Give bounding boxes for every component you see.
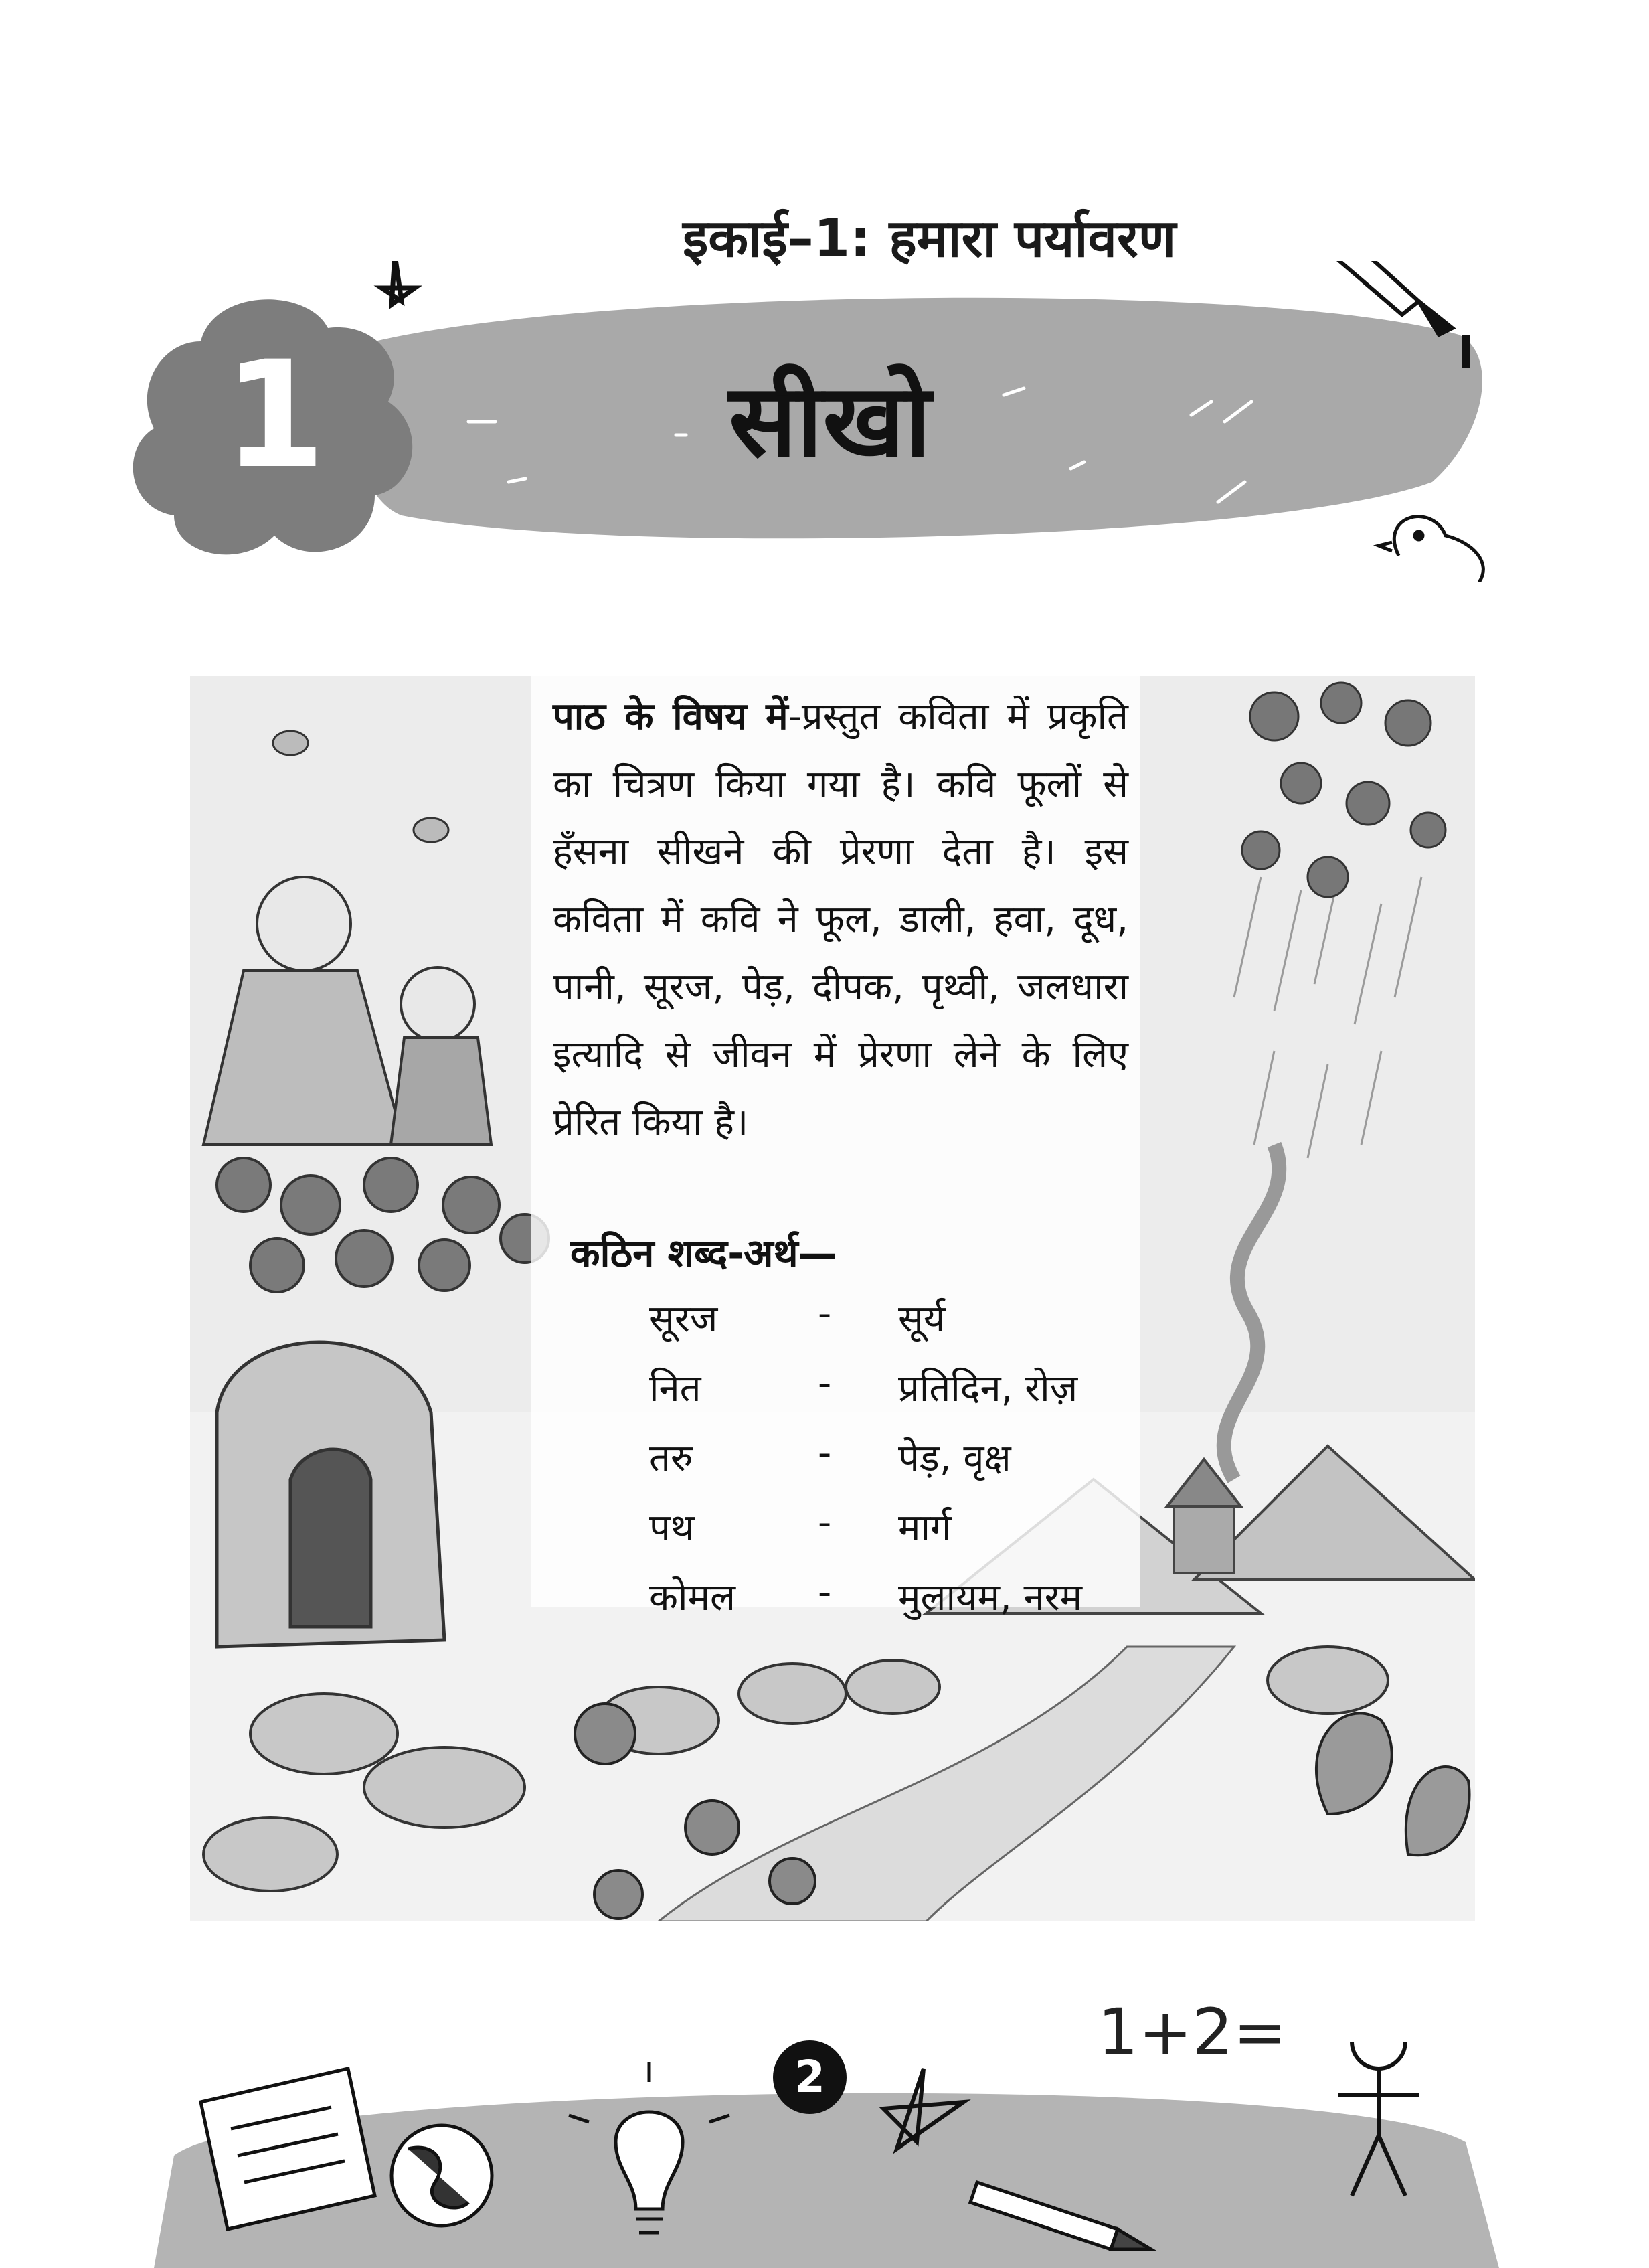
bird-doodle-icon xyxy=(1379,517,1483,582)
glossary-heading: कठिन शब्द-अर्थ— xyxy=(570,1230,837,1276)
glossary-meaning: प्रतिदिन, रोज़ xyxy=(898,1367,1078,1410)
glossary-dash: - xyxy=(818,1501,832,1544)
glossary-meaning: पेड़, वृक्ष xyxy=(898,1437,1011,1480)
glossary-dash: - xyxy=(818,1431,832,1475)
glossary-word: नित xyxy=(649,1367,701,1410)
math-doodle: 1+2= xyxy=(1098,1995,1288,2070)
globe-icon xyxy=(392,2125,492,2226)
glossary-meaning: मुलायम, नरम xyxy=(898,1576,1083,1619)
glossary-dash: - xyxy=(818,1570,832,1614)
about-label: पाठ के विषय में xyxy=(553,695,788,738)
lesson-about-paragraph xyxy=(553,683,1128,1156)
glossary-word: तरु xyxy=(649,1437,693,1480)
glossary-dash: - xyxy=(818,1362,832,1405)
star-doodle-icon xyxy=(381,261,415,305)
chapter-number: 1 xyxy=(223,329,326,501)
chapter-title: सीखो xyxy=(729,363,931,479)
glossary-meaning: मार्ग xyxy=(898,1506,952,1550)
glossary-word: पथ xyxy=(649,1506,695,1550)
about-text: -प्रस्तुत कविता में प्रकृति का चित्रण किया गया है। कवि फूलों से हँसना सीखने की प्रेरणा देता है। इस कविता में कवि ने फूल, डाली, हवा, दूध, पानी, सूरज, पेड़, दीपक, पृथ्वी, जलधारा इत्यादि से जीवन में प्रेरणा लेने के लिए प्रेरित किया है। xyxy=(553,695,1128,1144)
glossary-dash: - xyxy=(818,1292,832,1335)
cave xyxy=(217,1342,444,1647)
glossary-word: कोमल xyxy=(649,1576,735,1619)
glossary-word: सूरज xyxy=(649,1297,718,1341)
page-number-badge: 2 xyxy=(773,2040,847,2114)
unit-title: इकाई–1: हमारा पर्यावरण xyxy=(683,209,1177,269)
glossary-meaning: सूर्य xyxy=(898,1297,946,1341)
